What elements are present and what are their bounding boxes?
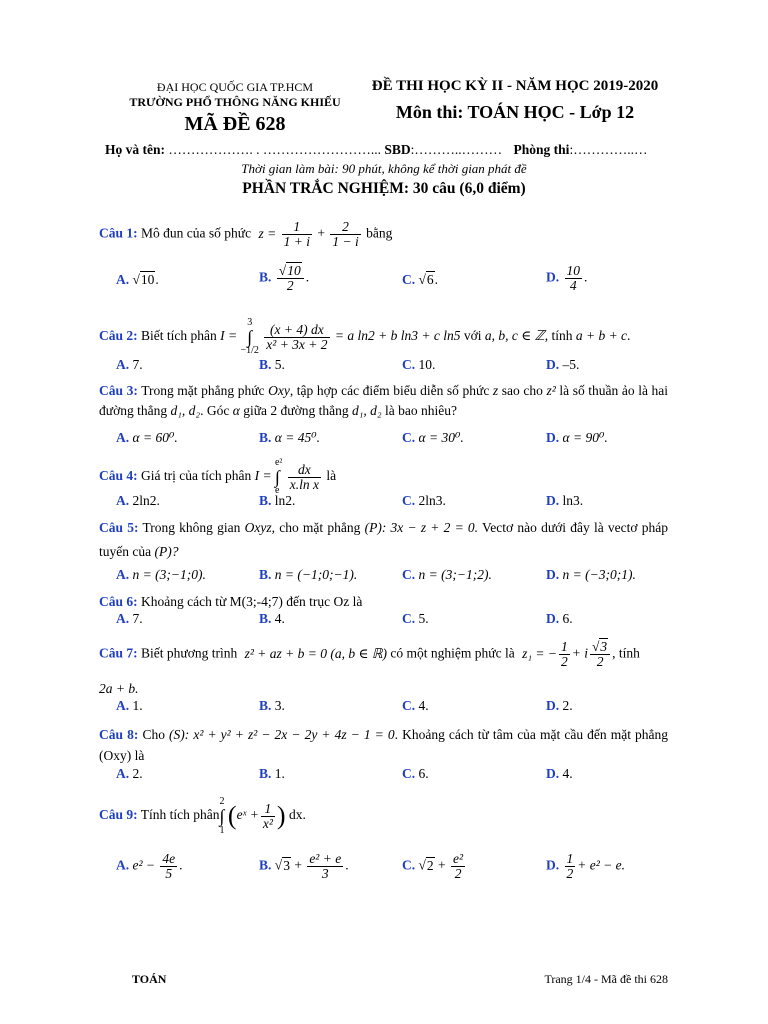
option[interactable]: D. α = 90⁰. (546, 430, 608, 445)
option[interactable]: A. e² − $\frac{4e}{5}$ . (116, 851, 183, 881)
option[interactable]: B. 4. (259, 611, 285, 626)
time-note: Thời gian làm bài: 90 phút, không kể thời gian phát đề (241, 161, 527, 176)
sbd-blank: :………..……… (410, 142, 503, 157)
option[interactable]: D. $\frac{10}{4}$ . (546, 263, 588, 293)
question-4: Câu 4: Giá trị của tích phân I = e² ∫ e $\frac{dx}{\text{x.ln x}}$ là (99, 457, 337, 496)
option[interactable]: D. 6. (546, 611, 573, 626)
option[interactable]: D. 4. (546, 766, 573, 781)
sbd-label: SBD (384, 142, 411, 157)
option[interactable]: A. n = (3;−1;0). (116, 567, 206, 582)
option[interactable]: C. 2ln3. (402, 493, 446, 508)
question-7-continued: 2a + b. (99, 681, 139, 696)
option[interactable]: C. α = 30⁰. (402, 430, 464, 445)
question-1: Câu 1: Mô đun của số phức z = $\frac{1}{1 + i}$ + $\frac{2}{1 - i}$ bằng (99, 219, 393, 249)
footer-subject: TOÁN (132, 972, 167, 986)
option[interactable]: A. α = 60⁰. (116, 430, 178, 445)
option[interactable]: C. 4. (402, 698, 429, 713)
option[interactable]: D. ln3. (546, 493, 584, 508)
option[interactable]: A. 2. (116, 766, 143, 781)
option[interactable]: D. n = (−3;0;1). (546, 567, 636, 582)
option[interactable]: C. 6. (402, 766, 429, 781)
option[interactable]: B. 5. (259, 357, 285, 372)
option[interactable]: B. n = (−1;0;−1). (259, 567, 358, 582)
question-8: Câu 8: Cho (S): x² + y² + z² − 2x − 2y + 4z − 1 = 0. Khoảng cách từ tâm của mặt cầu đến mặt phẳng (Oxy) là (99, 727, 669, 763)
question-5: Câu 5: Trong không gian Oxyz, cho mặt phẳng (P): 3x − z + 2 = 0. Vectơ nào dưới đây là vectơ pháp tuyến của (P)? (99, 520, 669, 559)
option[interactable]: A. 7. (116, 357, 143, 372)
option[interactable]: B. $\frac{√10}{2}$ . (259, 263, 310, 293)
exam-code: MÃ ĐỀ 628 (184, 113, 286, 135)
option[interactable]: D. 2. (546, 698, 573, 713)
school-name: TRƯỜNG PHỔ THÔNG NĂNG KHIẾU (129, 95, 341, 109)
room-blank: :…………..… (569, 142, 648, 157)
option[interactable]: A. 2ln2. (116, 493, 160, 508)
university-name: ĐẠI HỌC QUỐC GIA TP.HCM (156, 80, 314, 94)
room-label: Phòng thi (513, 142, 570, 157)
question-text: Mô đun của số phức (141, 225, 252, 241)
option[interactable]: B. 1. (259, 766, 285, 781)
option[interactable]: B. 3. (259, 698, 285, 713)
option[interactable]: C. n = (3;−1;2). (402, 567, 492, 582)
exam-subject: Môn thi: TOÁN HỌC - Lớp 12 (395, 102, 635, 122)
option[interactable]: A. 7. (116, 611, 143, 626)
question-6: Câu 6: Khoảng cách từ M(3;-4;7) đến trục Oz là (99, 594, 363, 609)
option[interactable]: A. 1. (116, 698, 143, 713)
name-blank: ………………. . ……………………... (168, 142, 381, 157)
student-info-line (105, 142, 685, 158)
option[interactable]: B. ln2. (259, 493, 296, 508)
question-9: Câu 9: Tính tích phân 2 ∫ 1 (eˣ + $\frac{1}{\text{x²}}$ ) dx. (99, 796, 306, 836)
exam-title: ĐỀ THI HỌC KỲ II - NĂM HỌC 2019-2020 (371, 78, 659, 94)
option[interactable]: D. $\frac{1}{2}$ + e² − e. (546, 851, 626, 881)
option[interactable]: B. α = 45⁰. (259, 430, 320, 445)
section-title: PHẦN TRẮC NGHIỆM: 30 câu (6,0 điểm) (242, 180, 526, 197)
option[interactable]: C. √2 + $\frac{\text{e²}}{2}$ (402, 851, 464, 881)
option[interactable]: C. 10. (402, 357, 436, 372)
name-label: Họ và tên: (105, 142, 165, 157)
option[interactable]: A. √10. (116, 272, 159, 287)
question-7: Câu 7: Biết phương trình z² + az + b = 0 (a, b ∈ ℝ) có một nghiệm phức là z₁ = − $\frac{1}{2}$ + i $\frac{√3}{2}$ , tính (99, 639, 640, 669)
question-2: Câu 2: Biết tích phân I = 3 ∫ −1/2 $\frac{(x + 4) dx}{\text{x² + 3x + 2}}$ = a ln2 + b ln3 + c ln5 với a, b, c ∈ ℤ, tính a + b + c. (99, 317, 631, 356)
question-label: Câu 1: (99, 225, 138, 241)
option[interactable]: D. –5. (546, 357, 580, 372)
footer-page: Trang 1/4 - Mã đề thi 628 (544, 972, 668, 986)
option[interactable]: B. √3 + $\frac{\text{e² + e}}{3}$ . (259, 851, 349, 881)
option[interactable]: C. √6. (402, 272, 439, 287)
option[interactable]: C. 5. (402, 611, 429, 626)
question-3: Câu 3: Trong mặt phẳng phức Oxy, tập hợp các điểm biểu diễn số phức z sao cho z² là số thuần ảo là hai đường thẳng d₁, d₂. Góc α giữa 2 đường thẳng d₁, d₂ là bao nhiêu? (99, 383, 669, 418)
